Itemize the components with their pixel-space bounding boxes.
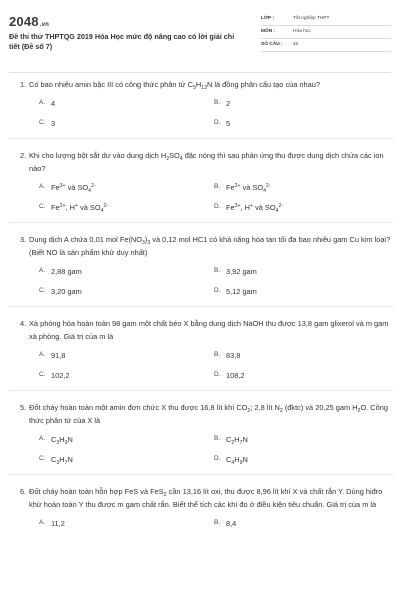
- question-number: 3.: [20, 234, 27, 244]
- option-letter: B.: [214, 99, 221, 106]
- option-text: 5,12 gam: [226, 287, 257, 296]
- question-item: [9, 149, 393, 223]
- question-text: Đốt cháy hoàn toàn hỗn hợp FeS và FeS$_2$ cần 13,16 lít oxi, thu được 8,96 lít khí X và chất rắn Y. Dùng hiđro khử hoàn toàn Y thu được m gam chất rắn. Biết thể tích các khí đo ở điều kiện tiêu chuẩn. Giá trị của m là: [29, 486, 383, 509]
- option-row: [39, 430, 393, 450]
- answer-option[interactable]: [39, 455, 214, 464]
- option-row: [39, 198, 393, 218]
- question-list: [9, 78, 393, 544]
- option-letter: B.: [214, 351, 221, 358]
- option-text: 2,88 gam: [51, 267, 82, 276]
- option-letter: C.: [39, 287, 46, 294]
- meta-underline: [261, 51, 391, 52]
- meta-value: 40: [293, 42, 299, 47]
- option-text: $Fe^{2+}$, H+ và $SO_4^{2-}$: [51, 203, 109, 214]
- option-letter: D.: [214, 119, 221, 126]
- header-divider: [9, 72, 391, 73]
- option-row: [39, 114, 393, 134]
- option-letter: C.: [39, 455, 46, 462]
- option-letter: B.: [214, 267, 221, 274]
- option-letter: B.: [214, 183, 221, 190]
- answer-option[interactable]: [214, 351, 389, 360]
- option-letter: A.: [39, 99, 46, 106]
- option-text: $C_2H_7N$: [226, 435, 248, 446]
- answer-options: [9, 514, 393, 534]
- answer-option[interactable]: [214, 183, 389, 192]
- option-letter: A.: [39, 519, 46, 526]
- option-letter: A.: [39, 435, 46, 442]
- option-row: [39, 178, 393, 198]
- question-item: [9, 233, 393, 307]
- answer-option[interactable]: [39, 183, 214, 192]
- meta-row-class: [261, 16, 391, 28]
- meta-row-count: [261, 42, 391, 54]
- question-item: [9, 78, 393, 139]
- question-separator: [9, 222, 393, 223]
- question-text: Dung dịch A chứa 0,01 mol $Fe(NO_3)_3$ và 0,12 mol HC1 có khả năng hòa tan tối đa bao nhiêu gam Cu kim loại? (Biết NO là sản phẩm khử duy nhất): [29, 234, 391, 257]
- site-logo[interactable]: [9, 14, 49, 29]
- question-text: Có bao nhiêu amin bậc III có công thức phân tử $C_5H_{13}N$ là đồng phân cấu tạo của nhau?: [29, 80, 320, 91]
- option-text: 3,20 gam: [51, 287, 82, 296]
- option-text: $Fe^{2+}$ và $SO_4^{2-}$: [226, 183, 271, 194]
- question-separator: [9, 138, 393, 139]
- question-item: [9, 401, 393, 475]
- option-text: 8,4: [226, 519, 237, 528]
- answer-option[interactable]: [214, 287, 389, 296]
- answer-option[interactable]: [214, 99, 389, 108]
- option-text: 3,92 gam: [226, 267, 257, 276]
- option-text: $C_3H_9N$: [51, 435, 73, 446]
- option-letter: A.: [39, 183, 46, 190]
- question-number: 6.: [20, 486, 27, 496]
- option-letter: D.: [214, 203, 221, 210]
- answer-options: [9, 430, 393, 470]
- answer-option[interactable]: [214, 119, 389, 128]
- meta-value: Hóa học: [293, 29, 311, 34]
- question-separator: [9, 390, 393, 391]
- answer-options: [9, 346, 393, 386]
- question-number: 1.: [20, 80, 27, 89]
- exam-header: [9, 12, 391, 70]
- meta-underline: [261, 25, 391, 26]
- option-text: 102,2: [51, 371, 70, 380]
- option-letter: C.: [39, 371, 46, 378]
- answer-option[interactable]: [39, 267, 214, 276]
- option-letter: D.: [214, 287, 221, 294]
- answer-option[interactable]: [214, 455, 389, 464]
- meta-value: Tốt nghiệp THPT: [293, 16, 330, 21]
- question-separator: [9, 474, 393, 475]
- option-text: 3: [51, 119, 56, 128]
- option-text: $Fe^{3+}$ và $SO_4^{2-}$: [51, 183, 96, 194]
- answer-option[interactable]: [214, 371, 389, 380]
- option-text: 91,8: [51, 351, 66, 360]
- option-text: $C_4H_9N$: [226, 455, 248, 466]
- option-row: [39, 262, 393, 282]
- answer-options: [9, 178, 393, 218]
- option-row: [39, 450, 393, 470]
- question-number: 2.: [20, 150, 27, 160]
- answer-option[interactable]: [39, 351, 214, 360]
- question-text: Đốt cháy hoàn toàn một amin đơn chức X thu được 16,8 lít khí $CO_2$; 2,8 lít $N_2$ (đktc) và 20,25 gam $H_2O$. Công thức phân tử của X là: [29, 402, 388, 425]
- answer-option[interactable]: [39, 99, 214, 108]
- meta-row-subject: [261, 29, 391, 41]
- option-letter: D.: [214, 455, 221, 462]
- option-letter: C.: [39, 203, 46, 210]
- option-letter: D.: [214, 371, 221, 378]
- answer-option[interactable]: [214, 267, 389, 276]
- option-text: 2: [226, 99, 231, 108]
- meta-key: LỚP :: [261, 16, 275, 21]
- answer-option[interactable]: [214, 435, 389, 444]
- option-row: [39, 346, 393, 366]
- logo-suffix: .vn: [39, 22, 50, 28]
- answer-option[interactable]: [39, 119, 214, 128]
- option-text: $C_3H_7N$: [51, 455, 73, 466]
- meta-key: SỐ CÂU :: [261, 42, 283, 47]
- meta-underline: [261, 38, 391, 39]
- question-number: 5.: [20, 402, 27, 412]
- option-letter: A.: [39, 267, 46, 274]
- question-item: [9, 485, 393, 534]
- question-item: [9, 317, 393, 391]
- answer-option[interactable]: [39, 371, 214, 380]
- question-text: Khi cho lượng bột sắt dư vào dung dịch $H_2SO_4$ đặc nóng thì sau phản ứng thu được dung dịch chứa các ion nào?: [29, 150, 384, 173]
- question-separator: [9, 306, 393, 307]
- option-letter: A.: [39, 351, 46, 358]
- answer-option[interactable]: [39, 519, 214, 528]
- question-number: 4.: [20, 318, 27, 328]
- answer-option[interactable]: [214, 519, 389, 528]
- option-row: [39, 514, 393, 534]
- option-text: 5: [226, 119, 231, 128]
- answer-option[interactable]: [39, 203, 214, 212]
- answer-options: [9, 262, 393, 302]
- answer-option[interactable]: [39, 435, 214, 444]
- option-text: $Fe^{3+}$, H+ và $SO_4^{2-}$: [226, 203, 284, 214]
- option-row: [39, 366, 393, 386]
- option-letter: B.: [214, 519, 221, 526]
- option-text: 83,8: [226, 351, 241, 360]
- answer-options: [9, 94, 393, 134]
- answer-option[interactable]: [39, 287, 214, 296]
- exam-meta: [261, 16, 391, 55]
- option-row: [39, 282, 393, 302]
- logo-main: 2048: [9, 14, 39, 29]
- option-text: 11,2: [51, 519, 65, 528]
- answer-option[interactable]: [214, 203, 389, 212]
- meta-key: MÔN :: [261, 29, 276, 34]
- option-letter: B.: [214, 435, 221, 442]
- exam-title: Đề thi thử THPTQG 2019 Hóa Học mức độ nâng cao có lời giải chi tiết (Đề số 7): [9, 32, 235, 51]
- option-letter: C.: [39, 119, 46, 126]
- question-text: Xà phòng hóa hoàn toàn 98 gam một chất béo X bằng dung dịch NaOH thu được 13,8 gam glixerol và m gam xà phòng. Giá trị của m là: [29, 318, 389, 341]
- option-text: 108,2: [226, 371, 245, 380]
- option-text: 4: [51, 99, 56, 108]
- option-row: [39, 94, 393, 114]
